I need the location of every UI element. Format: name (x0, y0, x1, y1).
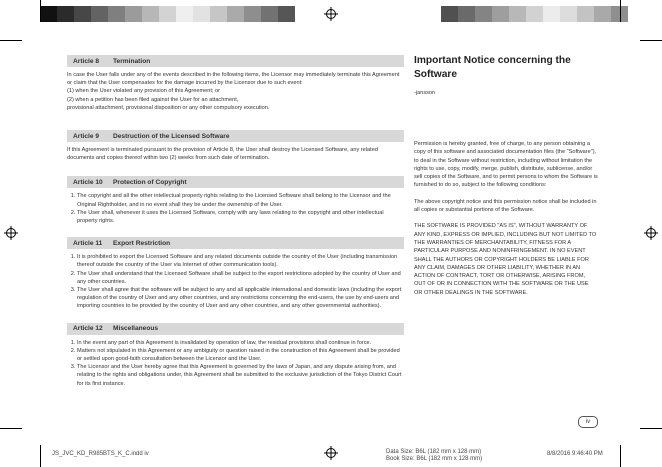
crop-mark (40, 0, 41, 22)
paragraph: If this Agreement is terminated pursuant to the provision of Article 8, the User shall destroy the Licensed Software, any related documents and copies thereof within two (2) weeks from such date of termination. (67, 147, 378, 162)
article-body (67, 192, 404, 225)
crop-mark (620, 0, 621, 22)
paragraph: Permission is hereby granted, free of charge, to any person obtaining a copy of this software and associated documentation files (the "Software"), to deal in the Software without restriction, including without limitation the rights to use, copy, modify, merge, publish, distribute, sublicense, and/or sell copies of the Software, and to permit persons to whom the Software is furnished to do so, subject to the following conditions: (414, 141, 598, 189)
license-articles-column (67, 55, 404, 397)
color-swatch (57, 6, 74, 22)
color-swatch (108, 6, 125, 22)
article-10 (67, 176, 404, 225)
registration-mark-icon (4, 226, 18, 240)
footer-data-size: Data Size: B6L (182 mm x 128 mm) (386, 449, 482, 455)
list-item: 3. The Licensor and the User hereby agree that this Agreement is governed by the laws of Japan, and any dispute arising from, and relating to the rights and obligations under, this Agreement shall be submitted to the exclusive jurisdiction of the Tokyo District Court for its first instance. (77, 363, 404, 388)
crop-mark (0, 40, 22, 41)
article-body (67, 146, 404, 162)
article-heading (67, 176, 404, 188)
color-swatch (176, 6, 193, 22)
color-swatch (577, 6, 594, 22)
paragraph: provisional attachment, provisional disposition or any other compulsory execution. (67, 104, 270, 111)
article-heading (67, 130, 404, 142)
list-item: 2. The User shall understand that the Licensed Software shall be subject to the export restrictions adopted by the country of User and any other countries. (77, 270, 404, 286)
list-item: 1. It is prohibited to export the Licensed Software and any related documents outside the country of the User (including transmission thereof outside the country of the User via Internet of other communication tools). (77, 253, 404, 269)
color-swatch (193, 6, 210, 22)
color-swatch (244, 6, 261, 22)
article-number: Article 10 (73, 178, 103, 186)
color-swatch (475, 6, 492, 22)
color-swatch (142, 6, 159, 22)
notice-title: Important Notice concerning the Software (414, 55, 571, 80)
article-title: Export Restriction (113, 239, 171, 247)
color-swatch (458, 6, 475, 22)
registration-mark-icon (324, 7, 338, 21)
paragraph: In case the User falls under any of the events described in the following items, the Licensor may immediately terminate this Agreement or claim that the User compensates for the damage incurred by the Licensor due to such event: (67, 72, 400, 87)
crop-mark (620, 445, 621, 467)
color-swatch (159, 6, 176, 22)
color-swatch (91, 6, 108, 22)
article-number: Article 8 (73, 57, 100, 65)
color-swatch (74, 6, 91, 22)
article-number: Article 11 (73, 239, 103, 247)
article-title: Termination (113, 57, 151, 65)
article-body (67, 71, 404, 112)
list-item: 1. The copyright and all the other intellectual property rights relating to the Licensed Software shall belong to the Licensor and the Original Rightholder, and in no event shall they be under the ownership of the User. (77, 192, 404, 208)
crop-mark (0, 428, 22, 429)
color-swatch (261, 6, 278, 22)
crop-mark (40, 445, 41, 467)
article-11 (67, 237, 404, 310)
footer-datetime: 8/8/2016 9:46:40 PM (547, 451, 603, 457)
registration-mark-icon (644, 226, 658, 240)
footer-filename: JS_JVC_KD_R985BTS_K_C.indd iv (52, 451, 149, 457)
notice-author: -jansson (414, 90, 436, 96)
color-swatch (594, 6, 611, 22)
color-swatch (509, 6, 526, 22)
color-swatch (278, 6, 295, 22)
color-swatch (526, 6, 543, 22)
article-title: Protection of Copyright (113, 178, 187, 186)
color-swatch (560, 6, 577, 22)
color-swatch (543, 6, 560, 22)
software-notice-column (414, 54, 598, 305)
list-item: 2. The User shall, whenever it uses the Licensed Software, comply with any laws relating to the copyright and other intellectual property rights. (77, 209, 404, 225)
paragraph: (1) when the User violated any provision of this Agreement; or (67, 88, 220, 95)
article-heading (67, 55, 404, 67)
color-swatch (441, 6, 458, 22)
footer-book-size: Book Size: B6L (182 mm x 128 mm) (386, 456, 483, 462)
paragraph: (2) when a petition has been filed against the User for an attachment, (67, 96, 239, 103)
paragraph: THE SOFTWARE IS PROVIDED "AS IS", WITHOUT WARRANTY OF ANY KIND, EXPRESS OR IMPLIED, INCLUDING BUT NOT LIMITED TO THE WARRANTIES OF MERCHANTABILITY, FITNESS FOR A PARTICULAR PURPOSE AND NONINFRINGEMENT. IN NO EVENT SHALL THE AUTHORS OR COPYRIGHT HOLDERS BE LIABLE FOR ANY CLAIM, DAMAGES OR OTHER LIABILITY, WHETHER IN AN ACTION OF CONTRACT, TORT OR OTHERWISE, ARISING FROM, OUT OF OR IN CONNECTION WITH THE SOFTWARE OR THE USE OR OTHER DEALINGS IN THE SOFTWARE. (414, 223, 597, 296)
color-swatch (125, 6, 142, 22)
article-heading (67, 323, 404, 335)
article-body (67, 253, 404, 310)
article-9 (67, 130, 404, 162)
page-number-badge: iv (578, 416, 598, 428)
registration-mark-icon (324, 446, 338, 460)
crop-mark (640, 40, 662, 41)
crop-mark (640, 428, 662, 429)
article-number: Article 9 (73, 132, 100, 140)
color-bar-right (441, 6, 628, 22)
list-item: 2. Matters not stipulated in this Agreement or any ambiguity or question raised in the construction of this Agreement shall be provided or settled upon good-faith consultation between the Licensor and the User. (77, 347, 404, 363)
list-item: 1. In the event any part of this Agreement is invalidated by operation of law, the residual provisions shall continue in force. (77, 339, 404, 347)
article-8 (67, 55, 404, 112)
color-bar-left (40, 6, 295, 22)
article-12 (67, 323, 404, 388)
color-swatch (227, 6, 244, 22)
list-item: 3. The User shall agree that the software will be subject to any and all applicable international and domestic laws (including the export regulation of the country of User and any other countries, and any restrictions concerning the end-users, the use by end-users and importing countries to be provided by the country of User and any other countries, and any other governmental authorities). (77, 286, 404, 311)
article-heading (67, 237, 404, 249)
article-title: Miscellaneous (113, 325, 159, 333)
article-number: Article 12 (73, 325, 103, 333)
paragraph: The above copyright notice and this permission notice shall be included in all copies or substantial portions of the Software. (414, 198, 597, 214)
notice-body (414, 140, 598, 297)
color-swatch (210, 6, 227, 22)
article-body (67, 339, 404, 388)
color-swatch (40, 6, 57, 22)
color-swatch (492, 6, 509, 22)
article-title: Destruction of the Licensed Software (113, 132, 230, 140)
